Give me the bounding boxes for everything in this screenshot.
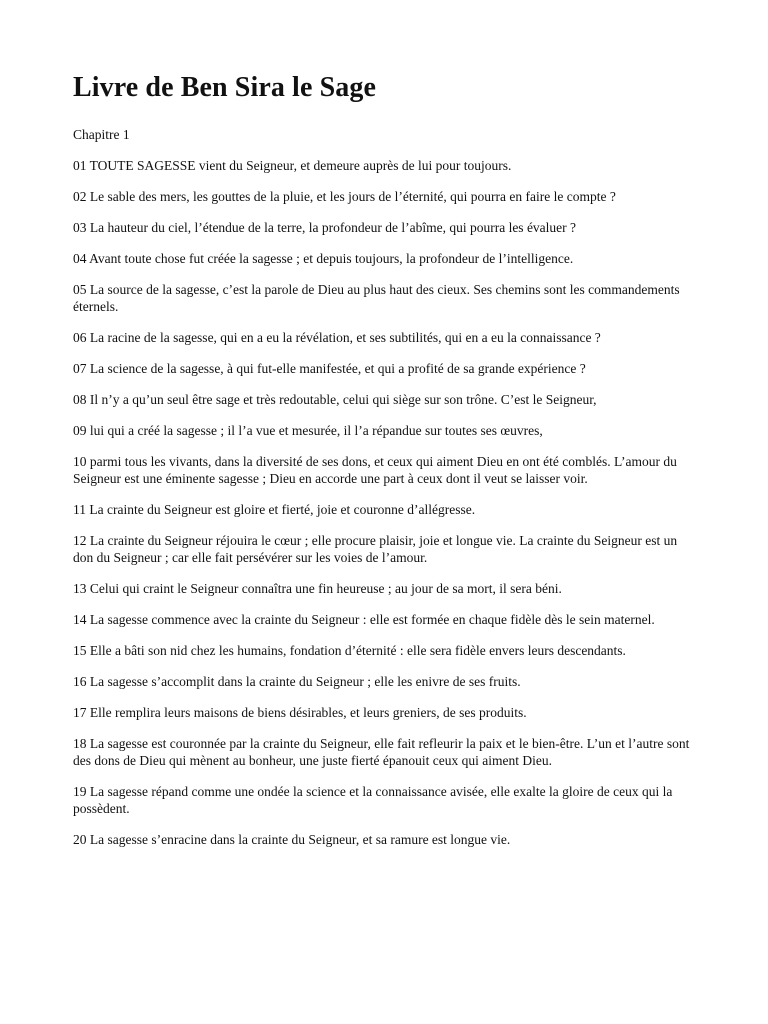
chapter-heading: Chapitre 1 xyxy=(73,127,130,142)
verse-06: 06 La racine de la sagesse, qui en a eu la révélation, et ses subtilités, qui en a eu la connaissance ? xyxy=(73,330,601,345)
verse-03: 03 La hauteur du ciel, l’étendue de la terre, la profondeur de l’abîme, qui pourra les évaluer ? xyxy=(73,220,577,235)
verse-10: 10 parmi tous les vivants, dans la diversité de ses dons, et ceux qui aiment Dieu en ont été comblés. L’amour du Seigneur est une éminente sagesse ; Dieu en accorde une part à ceux dont il veut se laisser voir. xyxy=(73,454,677,486)
verse-04: 04 Avant toute chose fut créée la sagesse ; et depuis toujours, la profondeur de l’intelligence. xyxy=(73,251,574,266)
verse-05: 05 La source de la sagesse, c’est la parole de Dieu au plus haut des cieux. Ses chemins sont les commandements éternels. xyxy=(73,282,680,314)
verse-02: 02 Le sable des mers, les gouttes de la pluie, et les jours de l’éternité, qui pourra en faire le compte ? xyxy=(73,189,616,204)
verse-13: 13 Celui qui craint le Seigneur connaîtra une fin heureuse ; au jour de sa mort, il sera béni. xyxy=(73,581,562,596)
verse-15: 15 Elle a bâti son nid chez les humains, fondation d’éternité : elle sera fidèle envers leurs descendants. xyxy=(73,643,626,658)
verse-08: 08 Il n’y a qu’un seul être sage et très redoutable, celui qui siège sur son trône. C’est le Seigneur, xyxy=(73,392,597,407)
verse-07: 07 La science de la sagesse, à qui fut-elle manifestée, et qui a profité de sa grande expérience ? xyxy=(73,361,586,376)
verse-16: 16 La sagesse s’accomplit dans la crainte du Seigneur ; elle les enivre de ses fruits. xyxy=(73,674,521,689)
verse-18: 18 La sagesse est couronnée par la crainte du Seigneur, elle fait refleurir la paix et le bien-être. L’un et l’autre sont des dons de Dieu qui mènent au bonheur, une juste fierté épanouit ceux qui aiment Dieu. xyxy=(73,736,690,768)
document-title: Livre de Ben Sira le Sage xyxy=(73,72,376,103)
verse-17: 17 Elle remplira leurs maisons de biens désirables, et leurs greniers, de ses produits. xyxy=(73,705,527,720)
verse-12: 12 La crainte du Seigneur réjouira le cœur ; elle procure plaisir, joie et longue vie. La crainte du Seigneur est un don du Seigneur ; car elle fait persévérer sur les voies de l’amour. xyxy=(73,533,678,565)
verse-11: 11 La crainte du Seigneur est gloire et fierté, joie et couronne d’allégresse. xyxy=(73,502,476,517)
verse-20: 20 La sagesse s’enracine dans la crainte du Seigneur, et sa ramure est longue vie. xyxy=(73,832,511,847)
verse-09: 09 lui qui a créé la sagesse ; il l’a vue et mesurée, il l’a répandue sur toutes ses œuvres, xyxy=(73,423,543,438)
verse-14: 14 La sagesse commence avec la crainte du Seigneur : elle est formée en chaque fidèle dès le sein maternel. xyxy=(73,612,655,627)
verse-01: 01 TOUTE SAGESSE vient du Seigneur, et demeure auprès de lui pour toujours. xyxy=(73,158,512,173)
verse-19: 19 La sagesse répand comme une ondée la science et la connaissance avisée, elle exalte la gloire de ceux qui la possèdent. xyxy=(73,784,673,816)
